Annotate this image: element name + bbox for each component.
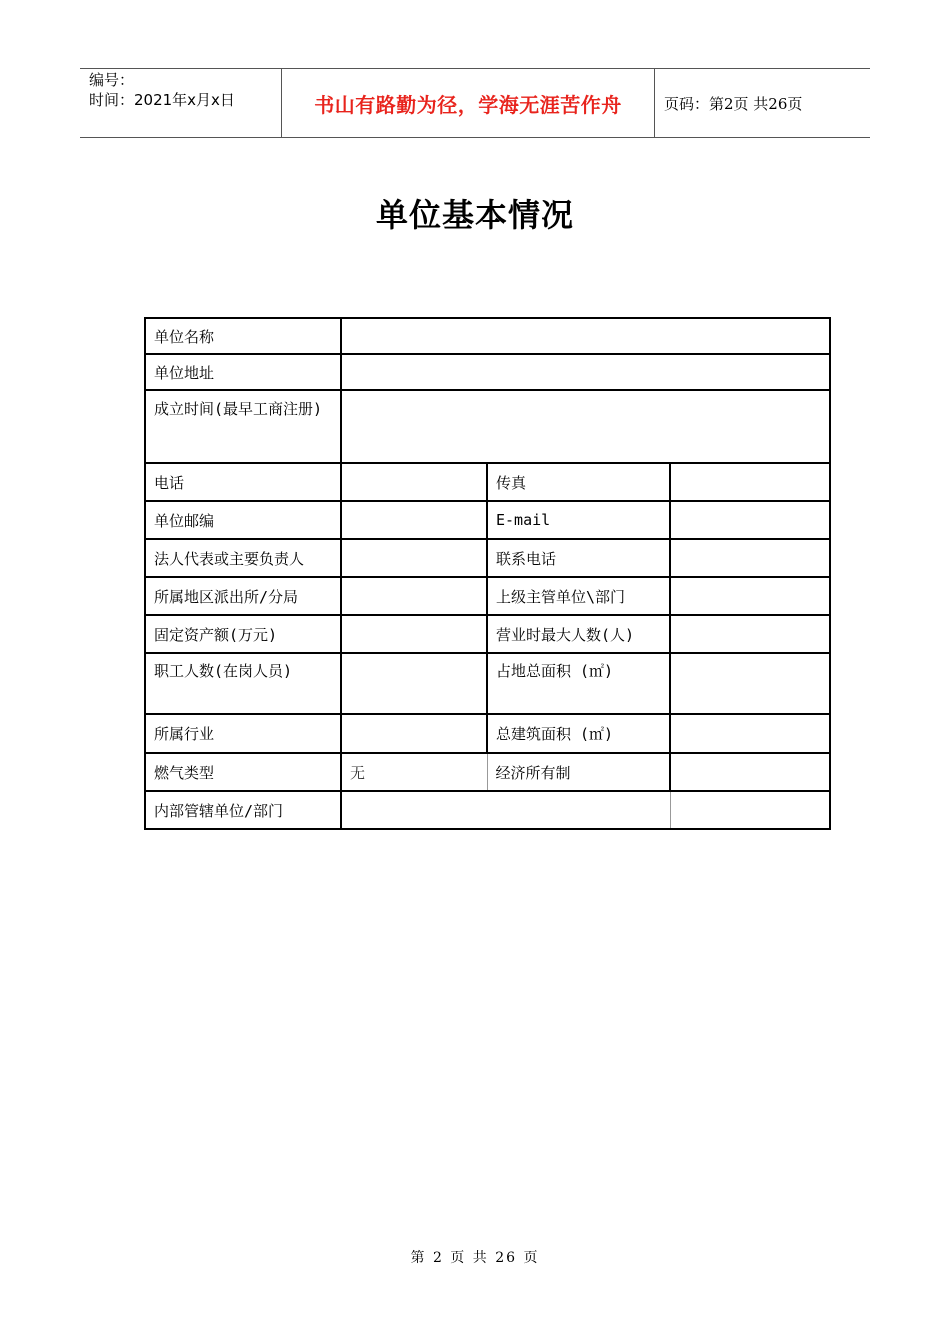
established-field[interactable]	[341, 390, 830, 463]
form-row-legal-rep	[145, 539, 830, 577]
contact-phone-field[interactable]	[670, 539, 830, 577]
unit-address-label: 单位地址	[145, 354, 341, 390]
building-area-label: 总建筑面积 (㎡)	[487, 714, 670, 753]
max-people-field[interactable]	[670, 615, 830, 653]
gas-type-field[interactable]: 无	[341, 753, 487, 791]
established-label: 成立时间(最早工商注册)	[145, 390, 341, 463]
contact-phone-label: 联系电话	[487, 539, 670, 577]
unit-info-form	[144, 317, 831, 830]
industry-field[interactable]	[341, 714, 487, 753]
page-header	[80, 68, 870, 138]
staff-count-label: 职工人数(在岗人员)	[145, 653, 341, 714]
fax-label: 传真	[487, 463, 670, 501]
unit-name-field[interactable]	[341, 318, 830, 354]
land-area-label: 占地总面积 (㎡)	[487, 653, 670, 714]
form-row-unit-address	[145, 354, 830, 390]
fixed-assets-label: 固定资产额(万元)	[145, 615, 341, 653]
form-row-established	[145, 390, 830, 463]
internal-units-label: 内部管辖单位/部门	[145, 791, 341, 829]
max-people-label: 营业时最大人数(人)	[487, 615, 670, 653]
legal-rep-label: 法人代表或主要负责人	[145, 539, 341, 577]
phone-field[interactable]	[341, 463, 487, 501]
header-motto-cell	[282, 69, 655, 137]
motto-text: 书山有路勤为径，学海无涯苦作舟	[314, 92, 622, 117]
police-station-field[interactable]	[341, 577, 487, 615]
land-area-field[interactable]	[670, 653, 830, 714]
gas-type-label: 燃气类型	[145, 753, 341, 791]
ownership-label: 经济所有制	[487, 753, 670, 791]
page-footer: 第 2 页 共 26 页	[410, 1250, 540, 1266]
police-station-label: 所属地区派出所/分局	[145, 577, 341, 615]
time-label: 时间：2021年x月x日	[89, 91, 235, 109]
form-row-postcode	[145, 501, 830, 539]
internal-units-extra-cell[interactable]	[670, 791, 830, 829]
unit-name-label: 单位名称	[145, 318, 341, 354]
ownership-field[interactable]	[670, 753, 830, 791]
form-row-staff-count	[145, 653, 830, 714]
building-area-field[interactable]	[670, 714, 830, 753]
unit-address-field[interactable]	[341, 354, 830, 390]
header-meta-cell	[80, 69, 282, 137]
form-row-internal-units	[145, 791, 830, 829]
fax-field[interactable]	[670, 463, 830, 501]
header-page-cell	[655, 69, 870, 137]
form-row-unit-name	[145, 318, 830, 354]
form-row-industry	[145, 714, 830, 753]
form-row-police-station	[145, 577, 830, 615]
form-row-fixed-assets	[145, 615, 830, 653]
industry-label: 所属行业	[145, 714, 341, 753]
document-title: 单位基本情况	[375, 196, 574, 234]
superior-unit-field[interactable]	[670, 577, 830, 615]
page-info: 页码：第2页 共26页	[664, 94, 803, 113]
phone-label: 电话	[145, 463, 341, 501]
number-label: 编号：	[89, 71, 135, 89]
legal-rep-field[interactable]	[341, 539, 487, 577]
postcode-label: 单位邮编	[145, 501, 341, 539]
staff-count-field[interactable]	[341, 653, 487, 714]
email-field[interactable]	[670, 501, 830, 539]
postcode-field[interactable]	[341, 501, 487, 539]
fixed-assets-field[interactable]	[341, 615, 487, 653]
form-row-phone	[145, 463, 830, 501]
form-row-gas-type	[145, 753, 830, 791]
email-label: E-mail	[487, 501, 670, 539]
superior-unit-label: 上级主管单位\部门	[487, 577, 670, 615]
internal-units-field[interactable]	[341, 791, 670, 829]
